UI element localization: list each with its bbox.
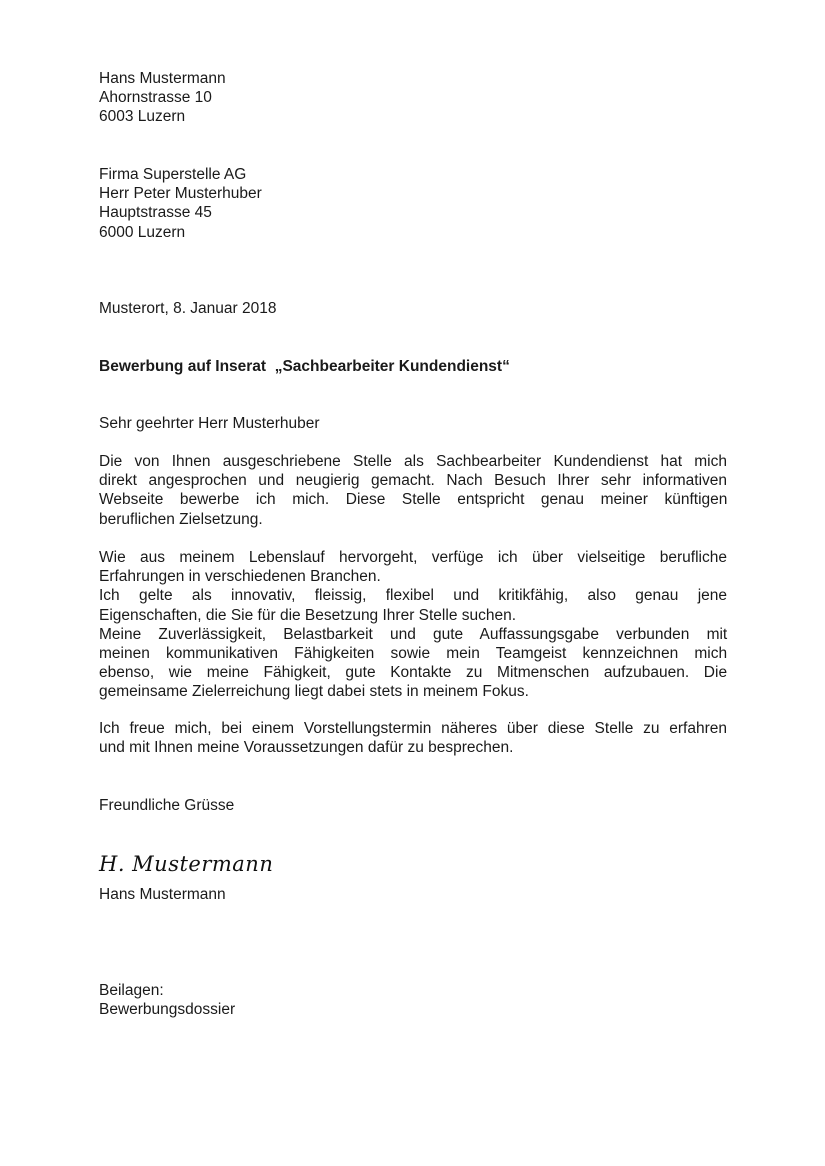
paragraph-line: Webseite bewerbe ich mich. Diese Stelle entspricht genau meiner künftigen	[99, 491, 728, 509]
enclosures-label: Beilagen:	[99, 982, 164, 999]
paragraph-line: und mit Ihnen meine Voraussetzungen dafür zu besprechen.	[99, 739, 514, 757]
paragraph-line: Wie aus meinem Lebenslauf hervorgeht, verfüge ich über vielseitige berufliche	[99, 549, 727, 566]
paragraph-line: beruflichen Zielsetzung.	[99, 510, 263, 528]
date-text: Musterort, 8. Januar 2018	[99, 300, 277, 317]
date-line	[99, 299, 727, 318]
recipient-address	[99, 165, 727, 242]
signatory	[99, 885, 727, 904]
paragraph-line: Die von Ihnen ausgeschriebene Stelle als Sachbearbeiter Kundendienst hat mich	[99, 453, 727, 470]
sender-name: Hans Mustermann	[99, 70, 226, 87]
sender-city: 6003 Luzern	[99, 108, 186, 126]
paragraph-line: direkt angesprochen und neugierig gemacht. Nach Besuch Ihrer sehr informativen	[99, 472, 727, 490]
sender-address	[99, 69, 727, 127]
paragraph-line: Ich freue mich, bei einem Vorstellungstermin näheres über diese Stelle zu erfahren	[99, 720, 727, 737]
paragraph-line: Meine Zuverlässigkeit, Belastbarkeit und gute Auffassungsgabe verbunden mit	[99, 625, 728, 643]
enclosure-item: Bewerbungsdossier	[99, 1001, 236, 1019]
recipient-city: 6000 Luzern	[99, 223, 186, 241]
closing	[99, 796, 727, 815]
paragraph-1	[99, 452, 727, 529]
closing-text: Freundliche Grüsse	[99, 797, 235, 814]
paragraph-line: Erfahrungen in verschiedenen Branchen.	[99, 568, 381, 586]
salutation	[99, 414, 727, 433]
salutation-text: Sehr geehrter Herr Musterhuber	[99, 415, 320, 432]
paragraph-line: ebenso, wie meine Fähigkeit, gute Kontakte zu Mitmenschen aufzubauen. Die	[99, 664, 728, 682]
recipient-street: Hauptstrasse 45	[99, 204, 212, 222]
recipient-company: Firma Superstelle AG	[99, 166, 247, 183]
recipient-contact: Herr Peter Musterhuber	[99, 185, 262, 203]
subject-text: Bewerbung auf Inserat „Sachbearbeiter Kundendienst“	[99, 358, 510, 375]
sender-street: Ahornstrasse 10	[99, 89, 212, 107]
subject-line	[99, 357, 727, 376]
enclosures	[99, 981, 727, 1019]
paragraph-3	[99, 719, 727, 757]
paragraph-line: Ich gelte als innovativ, fleissig, flexibel und kritikfähig, also genau jene	[99, 587, 727, 605]
handwritten-signature: H. Mustermann	[99, 852, 274, 876]
paragraph-line: Eigenschaften, die Sie für die Besetzung Ihrer Stelle suchen.	[99, 606, 517, 624]
paragraph-line: gemeinsame Zielerreichung liegt dabei stets in meinem Fokus.	[99, 683, 529, 701]
paragraph-2	[99, 548, 727, 702]
signatory-name: Hans Mustermann	[99, 886, 226, 903]
paragraph-line: meinen kommunikativen Fähigkeiten sowie mein Teamgeist kennzeichnen mich	[99, 645, 728, 663]
